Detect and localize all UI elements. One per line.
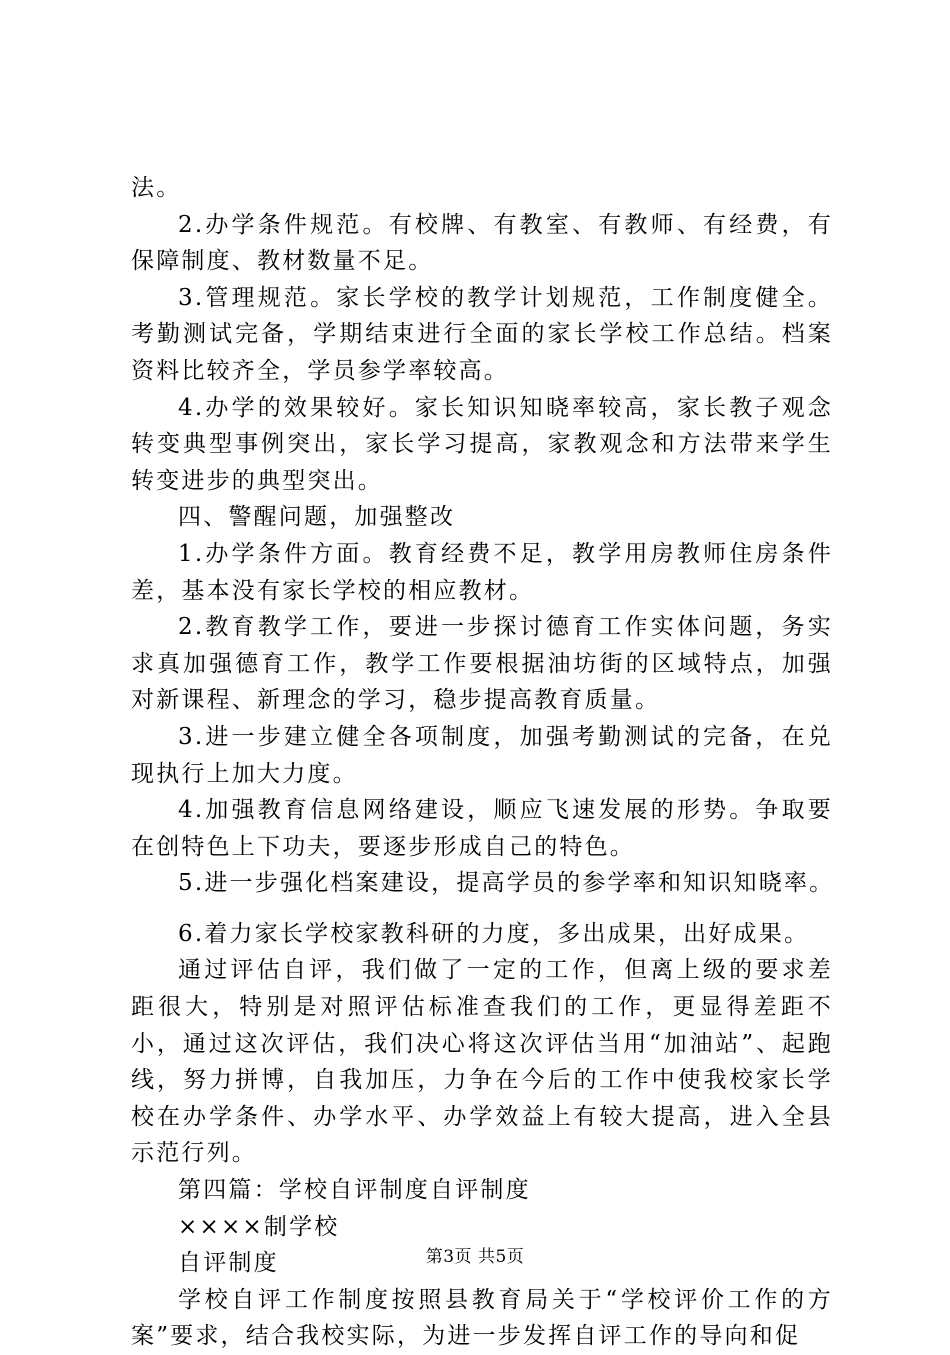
paragraph-item-3-management: 3.管理规范。家长学校的教学计划规范，工作制度健全。考勤测试完备，学期结束进行全面的家长学校工作总结。档案资料比较齐全，学员参学率较高。 bbox=[131, 284, 833, 384]
paragraph-issue-6: 6.着力家长学校家教科研的力度，多出成果，出好成果。 bbox=[178, 920, 810, 947]
page-number-footer: 第3页 共5页 bbox=[425, 1247, 525, 1267]
subtitle-self-evaluation: 自评制度 bbox=[178, 1250, 279, 1277]
school-name: ××××制学校 bbox=[178, 1213, 340, 1240]
paragraph-issue-2: 2.教育教学工作，要进一步探讨德育工作实体问题，务实求真加强德育工作，教学工作要根据油坊街的区域特点，加强对新课程、新理念的学习，稳步提高教育质量。 bbox=[131, 614, 833, 714]
paragraph-self-evaluation-intro: 学校自评工作制度按照县教育局关于“学校评价工作的方案”要求，结合我校实际，为进一步发挥自评工作的导向和促 bbox=[131, 1286, 833, 1350]
paragraph-issue-4: 4.加强教育信息网络建设，顺应飞速发展的形势。争取要在创特色上下功夫，要逐步形成自己的特色。 bbox=[131, 797, 833, 860]
paragraph-continuation: 法。 bbox=[131, 175, 182, 201]
paragraph-issue-3: 3.进一步建立健全各项制度，加强考勤测试的完备，在兑现执行上加大力度。 bbox=[131, 723, 833, 787]
paragraph-item-2-conditions: 2.办学条件规范。有校牌、有教室、有教师、有经费，有保障制度、教材数量不足。 bbox=[131, 211, 833, 275]
document-body bbox=[131, 170, 833, 1355]
chapter-heading: 第四篇：学校自评制度自评制度 bbox=[178, 1177, 531, 1204]
paragraph-issue-5: 5.进一步强化档案建设，提高学员的参学率和知识知晓率。 bbox=[178, 870, 835, 897]
paragraph-conclusion: 通过评估自评，我们做了一定的工作，但离上级的要求差距很大，特别是对照评估标准查我们的工作，更显得差距不小，通过这次评估，我们决心将这次评估当用“加油站”、起跑线，努力拼博，自我加压，力争在今后的工作中使我校家长学校在办学条件、办学水平、办学效益上有较大提高，进入全县示范行列。 bbox=[131, 957, 833, 1167]
paragraph-item-4-effect: 4.办学的效果较好。家长知识知晓率较高，家长教子观念转变典型事例突出，家长学习提高，家教观念和方法带来学生转变进步的典型突出。 bbox=[131, 394, 833, 494]
section-heading-problems: 四、警醒问题，加强整改 bbox=[178, 504, 456, 531]
paragraph-issue-1: 1.办学条件方面。教育经费不足，教学用房教师住房条件差，基本没有家长学校的相应教材。 bbox=[131, 540, 833, 604]
